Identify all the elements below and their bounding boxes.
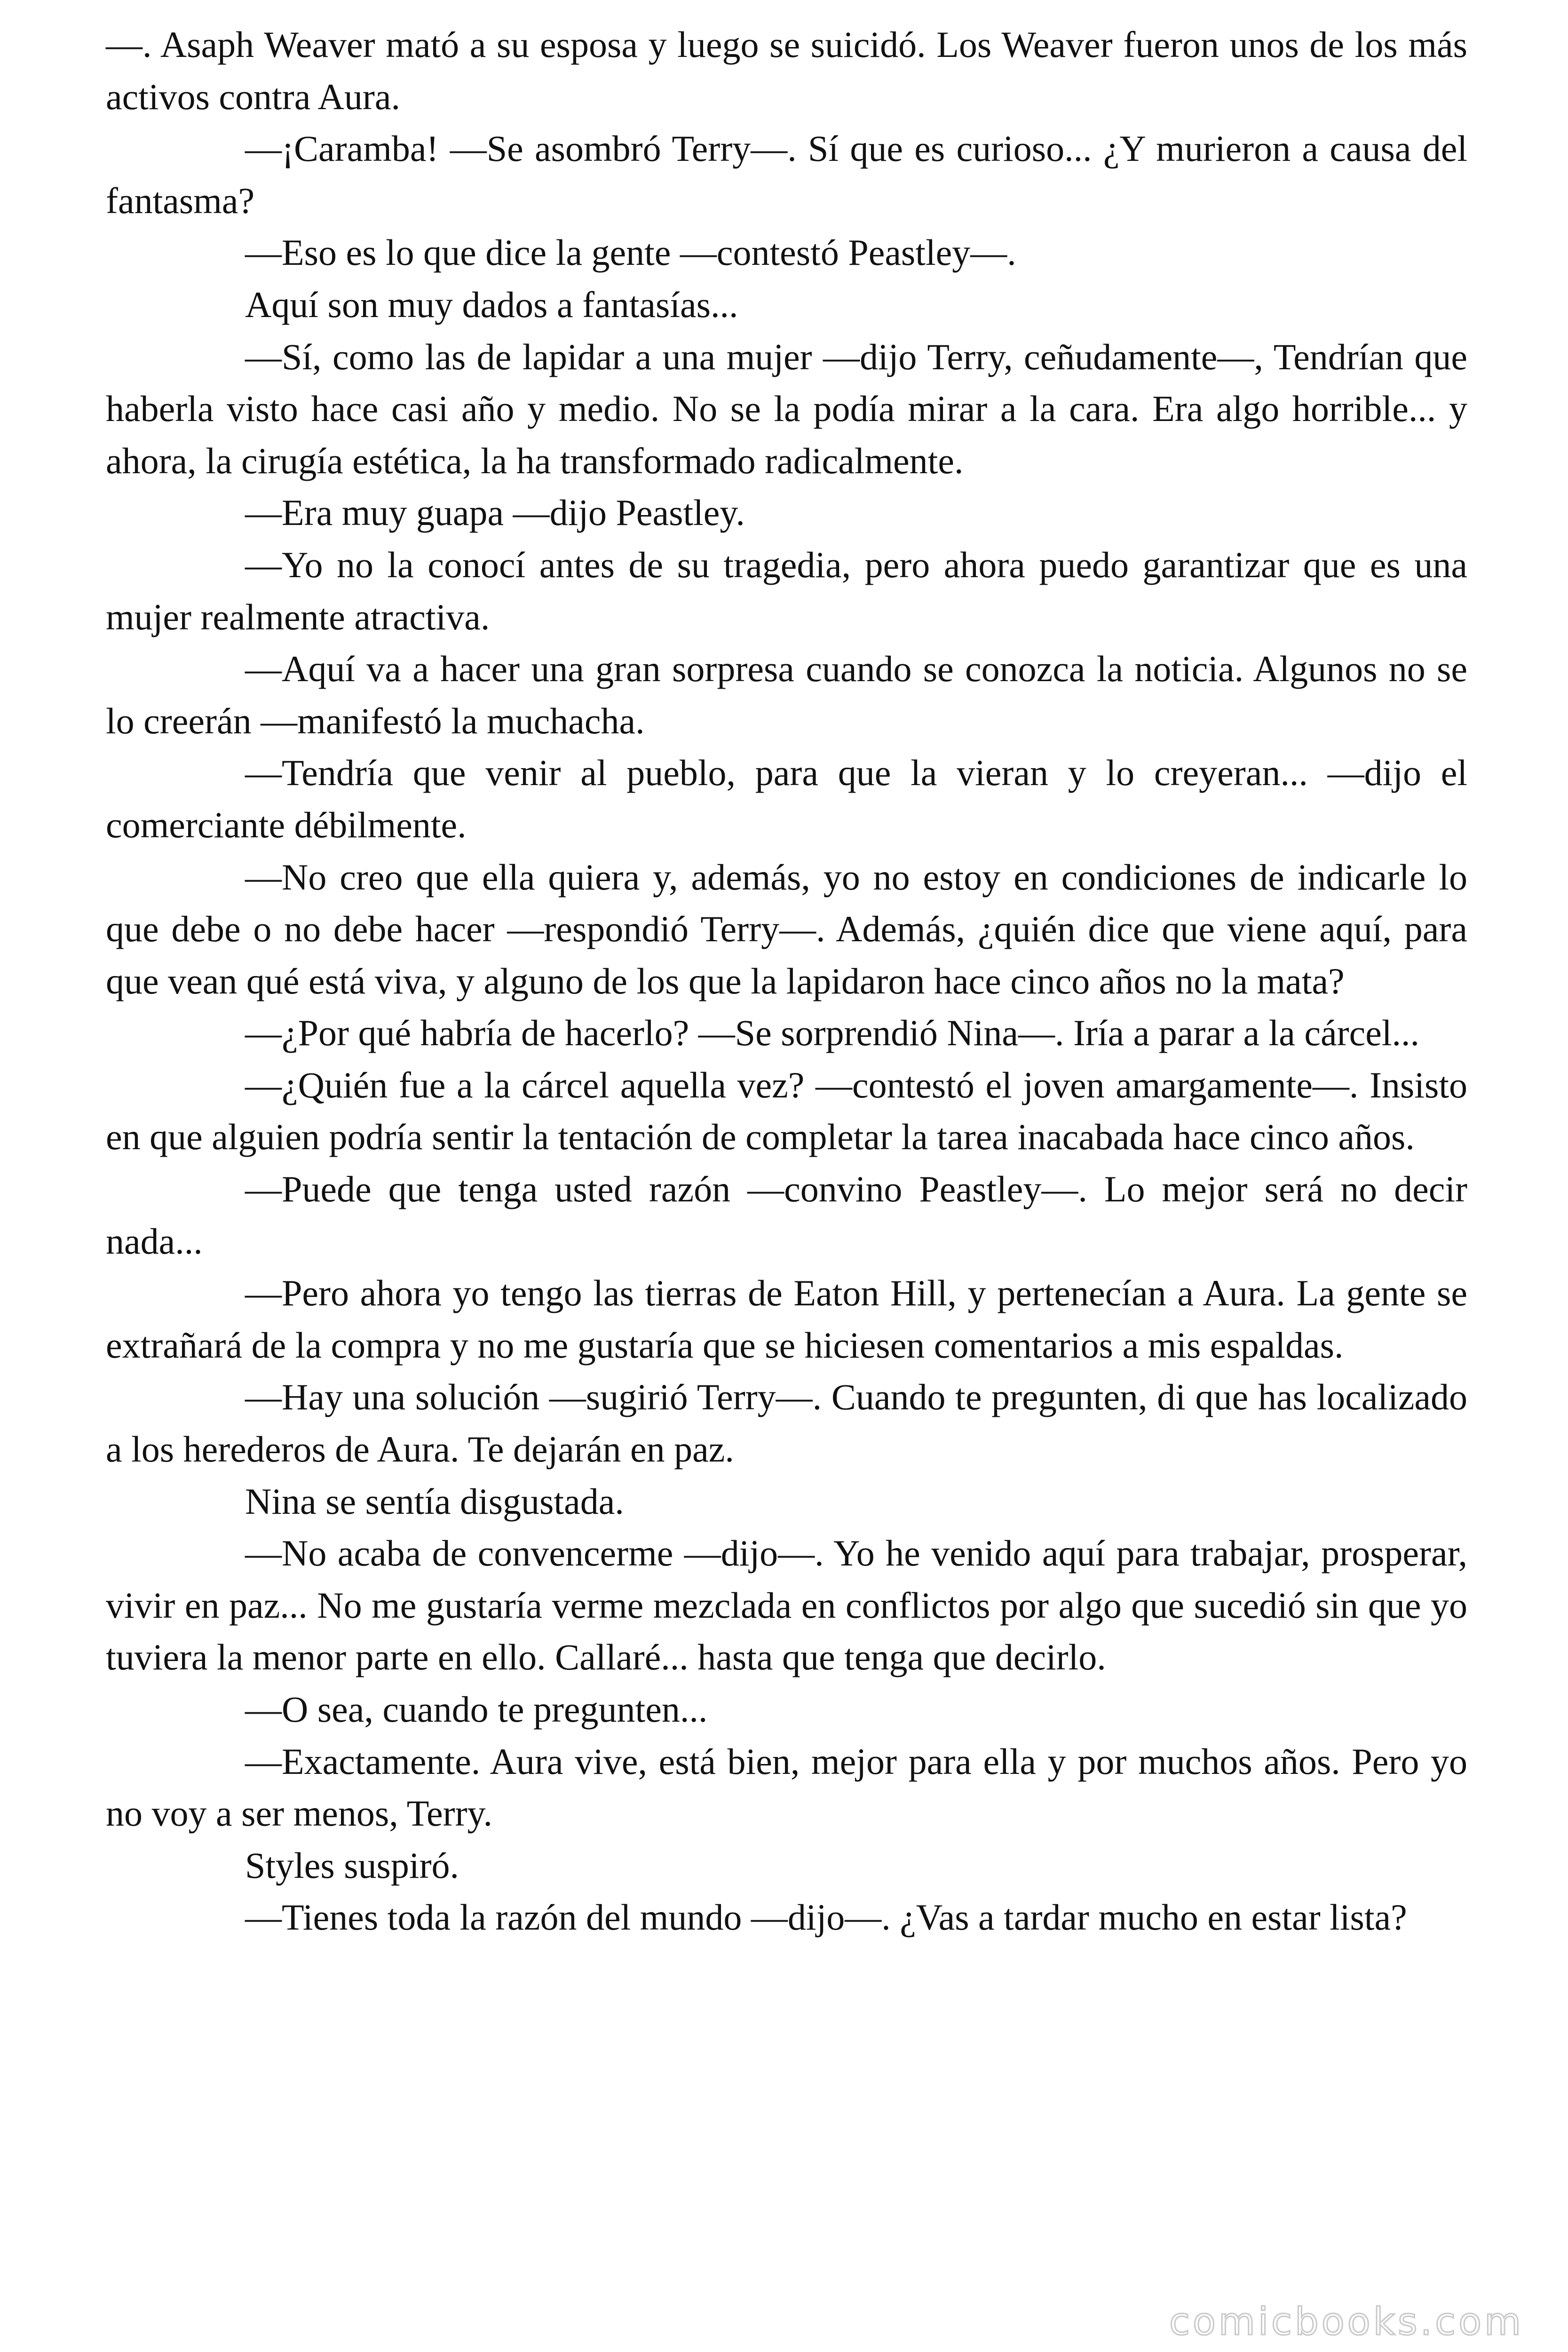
paragraph: —Tienes toda la razón del mundo —dijo—. ¿Vas a tardar mucho en estar lista? [245, 1897, 1407, 1938]
paragraph: —No creo que ella quiera y, además, yo no estoy en condiciones de indicarle lo que debe o no debe hacer —respondió Terry—. Además, ¿quién dice que viene aquí, para que vean qué está viva, y alguno de los que la lapidaron hace cinco años no la mata? [106, 856, 1467, 1001]
paragraph: —Era muy guapa —dijo Peastley. [245, 492, 745, 533]
paragraph: Nina se sentía disgustada. [245, 1480, 624, 1522]
paragraph: Styles suspiró. [245, 1844, 459, 1886]
paragraph: —¿Quién fue a la cárcel aquella vez? —contestó el joven amargamente—. Insisto en que alguien podría sentir la tentación de completar la tarea inacabada hace cinco años. [106, 1064, 1467, 1158]
paragraph: —Aquí va a hacer una gran sorpresa cuando se conozca la noticia. Algunos no se lo creerán —manifestó la muchacha. [106, 648, 1467, 741]
paragraph: —Yo no la conocí antes de su tragedia, pero ahora puedo garantizar que es una mujer realmente atractiva. [106, 544, 1467, 637]
paragraph: Aquí son muy dados a fantasías... [245, 284, 738, 325]
paragraph: —¡Caramba! —Se asombró Terry—. Sí que es curioso... ¿Y murieron a causa del fantasma? [106, 128, 1467, 221]
paragraph: —. Asaph Weaver mató a su esposa y luego se suicidó. Los Weaver fueron unos de los más activos contra Aura. [106, 24, 1467, 117]
paragraph: —O sea, cuando te pregunten... [245, 1689, 708, 1730]
paragraph: —Hay una solución —sugirió Terry—. Cuando te pregunten, di que has localizado a los herederos de Aura. Te dejarán en paz. [106, 1376, 1467, 1470]
paragraph: —Tendría que venir al pueblo, para que la vieran y lo creyeran... —dijo el comerciante débilmente. [106, 752, 1467, 845]
paragraph: —¿Por qué habría de hacerlo? —Se sorprendió Nina—. Iría a parar a la cárcel... [245, 1012, 1420, 1054]
paragraph: —Pero ahora yo tengo las tierras de Eaton Hill, y pertenecían a Aura. La gente se extrañará de la compra y no me gustaría que se hiciesen comentarios a mis espaldas. [106, 1272, 1467, 1366]
watermark: comicbooks.com [1169, 2300, 1524, 2344]
paragraph: —Eso es lo que dice la gente —contestó Peastley—. [245, 232, 1016, 273]
paragraph: —No acaba de convencerme —dijo—. Yo he venido aquí para trabajar, prosperar, vivir en paz... No me gustaría verme mezclada en conflictos por algo que sucedió sin que yo tuviera la menor parte en ello. Callaré... hasta que tenga que decirlo. [106, 1533, 1467, 1678]
paragraph: —Sí, como las de lapidar a una mujer —dijo Terry, ceñudamente—, Tendrían que haberla visto hace casi año y medio. No se la podía mirar a la cara. Era algo horrible... y ahora, la cirugía estética, la ha transformado radicalmente. [106, 336, 1467, 481]
body-text [106, 19, 1467, 1944]
paragraph: —Puede que tenga usted razón —convino Peastley—. Lo mejor será no decir nada... [106, 1168, 1467, 1262]
paragraph: —Exactamente. Aura vive, está bien, mejor para ella y por muchos años. Pero yo no voy a ser menos, Terry. [106, 1740, 1467, 1834]
